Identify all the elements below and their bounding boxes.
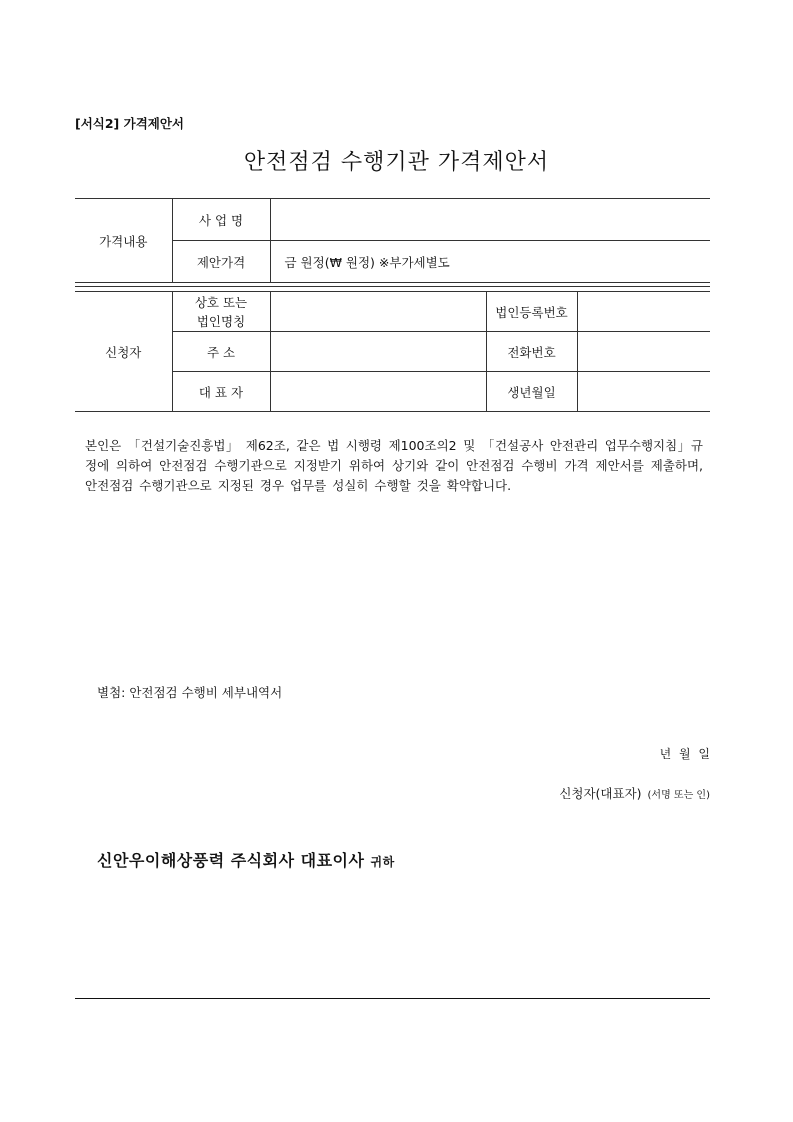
addressee-name: 신안우이해상풍력 주식회사 대표이사 — [97, 851, 365, 870]
divider — [75, 998, 710, 999]
company-name-field[interactable] — [270, 292, 486, 332]
proposed-price-label: 제안가격 — [172, 241, 270, 283]
page-title: 안전점검 수행기관 가격제안서 — [243, 150, 550, 175]
phone-label: 전화번호 — [486, 332, 577, 372]
address-field[interactable] — [270, 332, 486, 372]
statement-text: 본인은 「건설기술진흥법」 제62조, 같은 법 시행령 제100조의2 및 「건설공사 안전관리 업무수행지침」규정에 의하여 안전점검 수행기관으로 지정받기 위하여 상기와 같이 안전점검 수행비 가격 제안서를 제출하며, 안전점검 수행기관으로 지정된 경우 업무를 성실히 수행할 것을 확약합니다. — [85, 438, 703, 493]
corp-reg-number-field[interactable] — [577, 292, 710, 332]
birth-date-field[interactable] — [577, 372, 710, 412]
representative-field[interactable] — [270, 372, 486, 412]
applicant-group-label: 신청자 — [75, 292, 172, 412]
addressee — [97, 848, 395, 871]
divider — [75, 286, 710, 287]
date-line: 년 월 일 — [659, 747, 710, 761]
price-group-label: 가격내용 — [75, 199, 172, 283]
phone-field[interactable] — [577, 332, 710, 372]
table-row — [75, 292, 710, 332]
addressee-suffix: 귀하 — [370, 855, 395, 869]
attachment-note: 별첨: 안전점검 수행비 세부내역서 — [97, 685, 283, 700]
price-table — [75, 198, 710, 283]
form-label: [서식2] 가격제안서 — [75, 116, 185, 131]
birth-date-label: 생년월일 — [486, 372, 577, 412]
table-row — [75, 199, 710, 241]
signature-note: (서명 또는 인) — [647, 790, 710, 801]
proposed-price-field[interactable]: 금 원정(₩ 원정) ※부가세별도 — [270, 241, 710, 283]
corp-reg-number-label: 법인등록번호 — [486, 292, 577, 332]
representative-label: 대 표 자 — [172, 372, 270, 412]
address-label: 주 소 — [172, 332, 270, 372]
company-name-label: 상호 또는 법인명칭 — [172, 292, 270, 332]
signature-label: 신청자(대표자) — [559, 786, 642, 801]
business-name-label: 사 업 명 — [172, 199, 270, 241]
business-name-field[interactable] — [270, 199, 710, 241]
signature-line — [559, 784, 710, 802]
applicant-table — [75, 291, 710, 412]
